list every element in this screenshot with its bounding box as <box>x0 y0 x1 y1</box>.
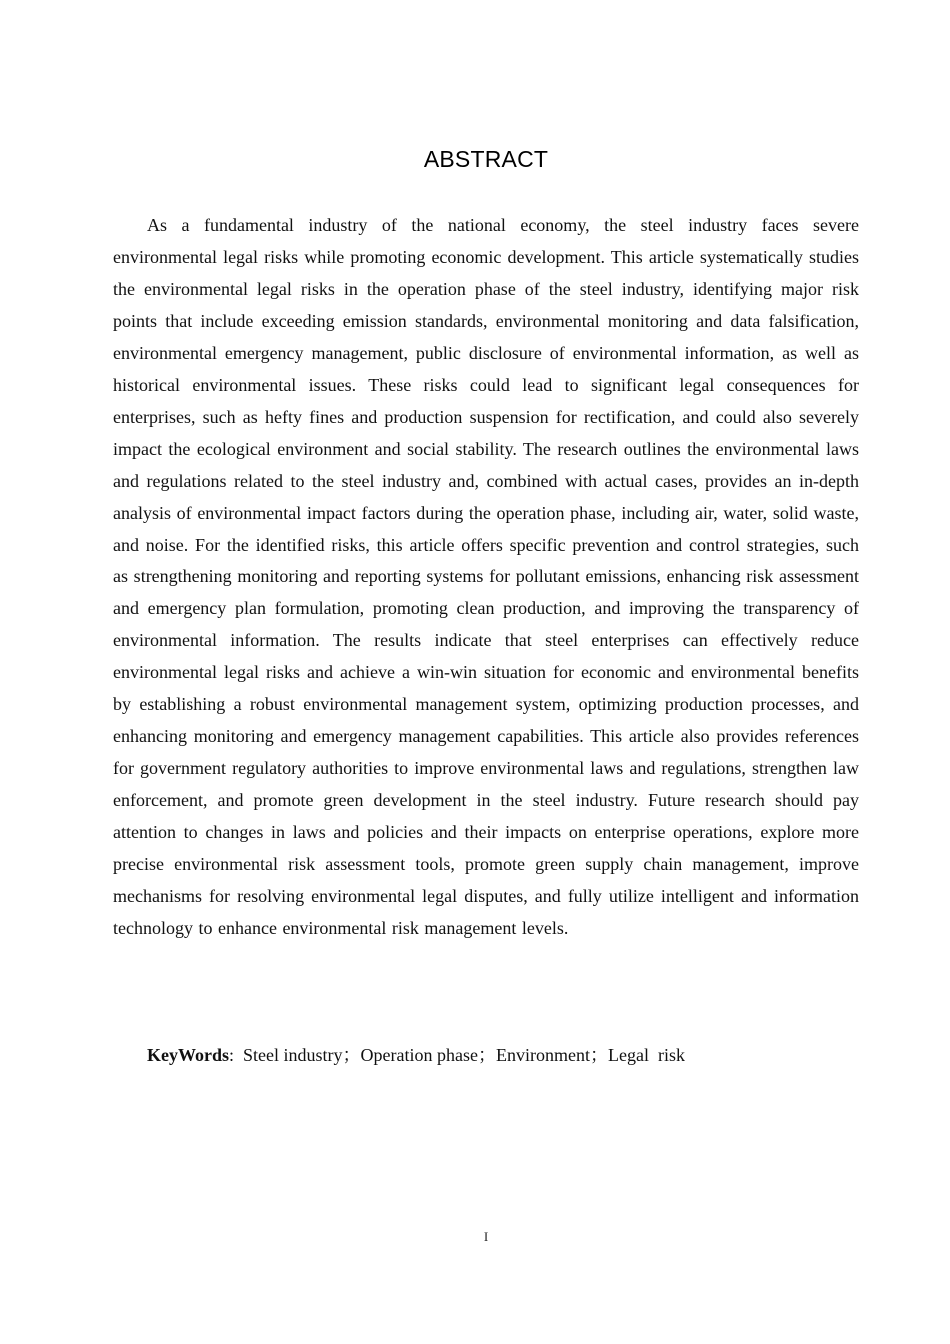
keyword-item: Environment <box>496 1045 590 1065</box>
keyword-separator: ； <box>342 1045 361 1065</box>
keyword-separator: ； <box>589 1045 608 1065</box>
page-number: I <box>483 1229 489 1244</box>
keywords-colon: : <box>229 1045 235 1065</box>
keyword-item: Steel industry <box>243 1045 343 1065</box>
keywords-line <box>113 1040 859 1072</box>
abstract-title: ABSTRACT <box>423 146 549 172</box>
keyword-separator: ； <box>478 1045 496 1065</box>
keyword-item: Legal risk <box>607 1045 685 1065</box>
keyword-item: Operation phase <box>360 1045 478 1065</box>
abstract-body: As a fundamental industry of the national economy, the steel industry faces severe environmental legal risks while promoting economic development. This article systematically studies the environmental legal risks in the operation phase of the steel industry, identifying major risk points that include exceeding emission standards, environmental monitoring and data falsification, environmental emergency management, public disclosure of environmental information, as well as historical environmental issues. These risks could lead to significant legal consequences for enterprises, such as hefty fines and production suspension for rectification, and could also severely impact the ecological environment and social stability. The research outlines the environmental laws and regulations related to the steel industry and, combined with actual cases, provides an in-depth analysis of environmental impact factors during the operation phase, including air, water, solid waste, and noise. For the identified risks, this article offers specific prevention and control strategies, such as strengthening monitoring and reporting systems for pollutant emissions, enhancing risk assessment and emergency plan formulation, promoting clean production, and improving the transparency of environmental information. The results indicate that steel enterprises can effectively reduce environmental legal risks and achieve a win-win situation for economic and environmental benefits by establishing a robust environmental management system, optimizing production processes, and enhancing monitoring and emergency management capabilities. This article also provides references for government regulatory authorities to improve environmental laws and regulations, strengthen law enforcement, and promote green development in the steel industry. Future research should pay attention to changes in laws and policies and their impacts on enterprise operations, explore more precise environmental risk assessment tools, promote green supply chain management, improve mechanisms for resolving environmental legal disputes, and fully utilize intelligent and information technology to enhance environmental risk management levels. <box>113 215 859 938</box>
keywords-label: KeyWords <box>147 1045 230 1065</box>
